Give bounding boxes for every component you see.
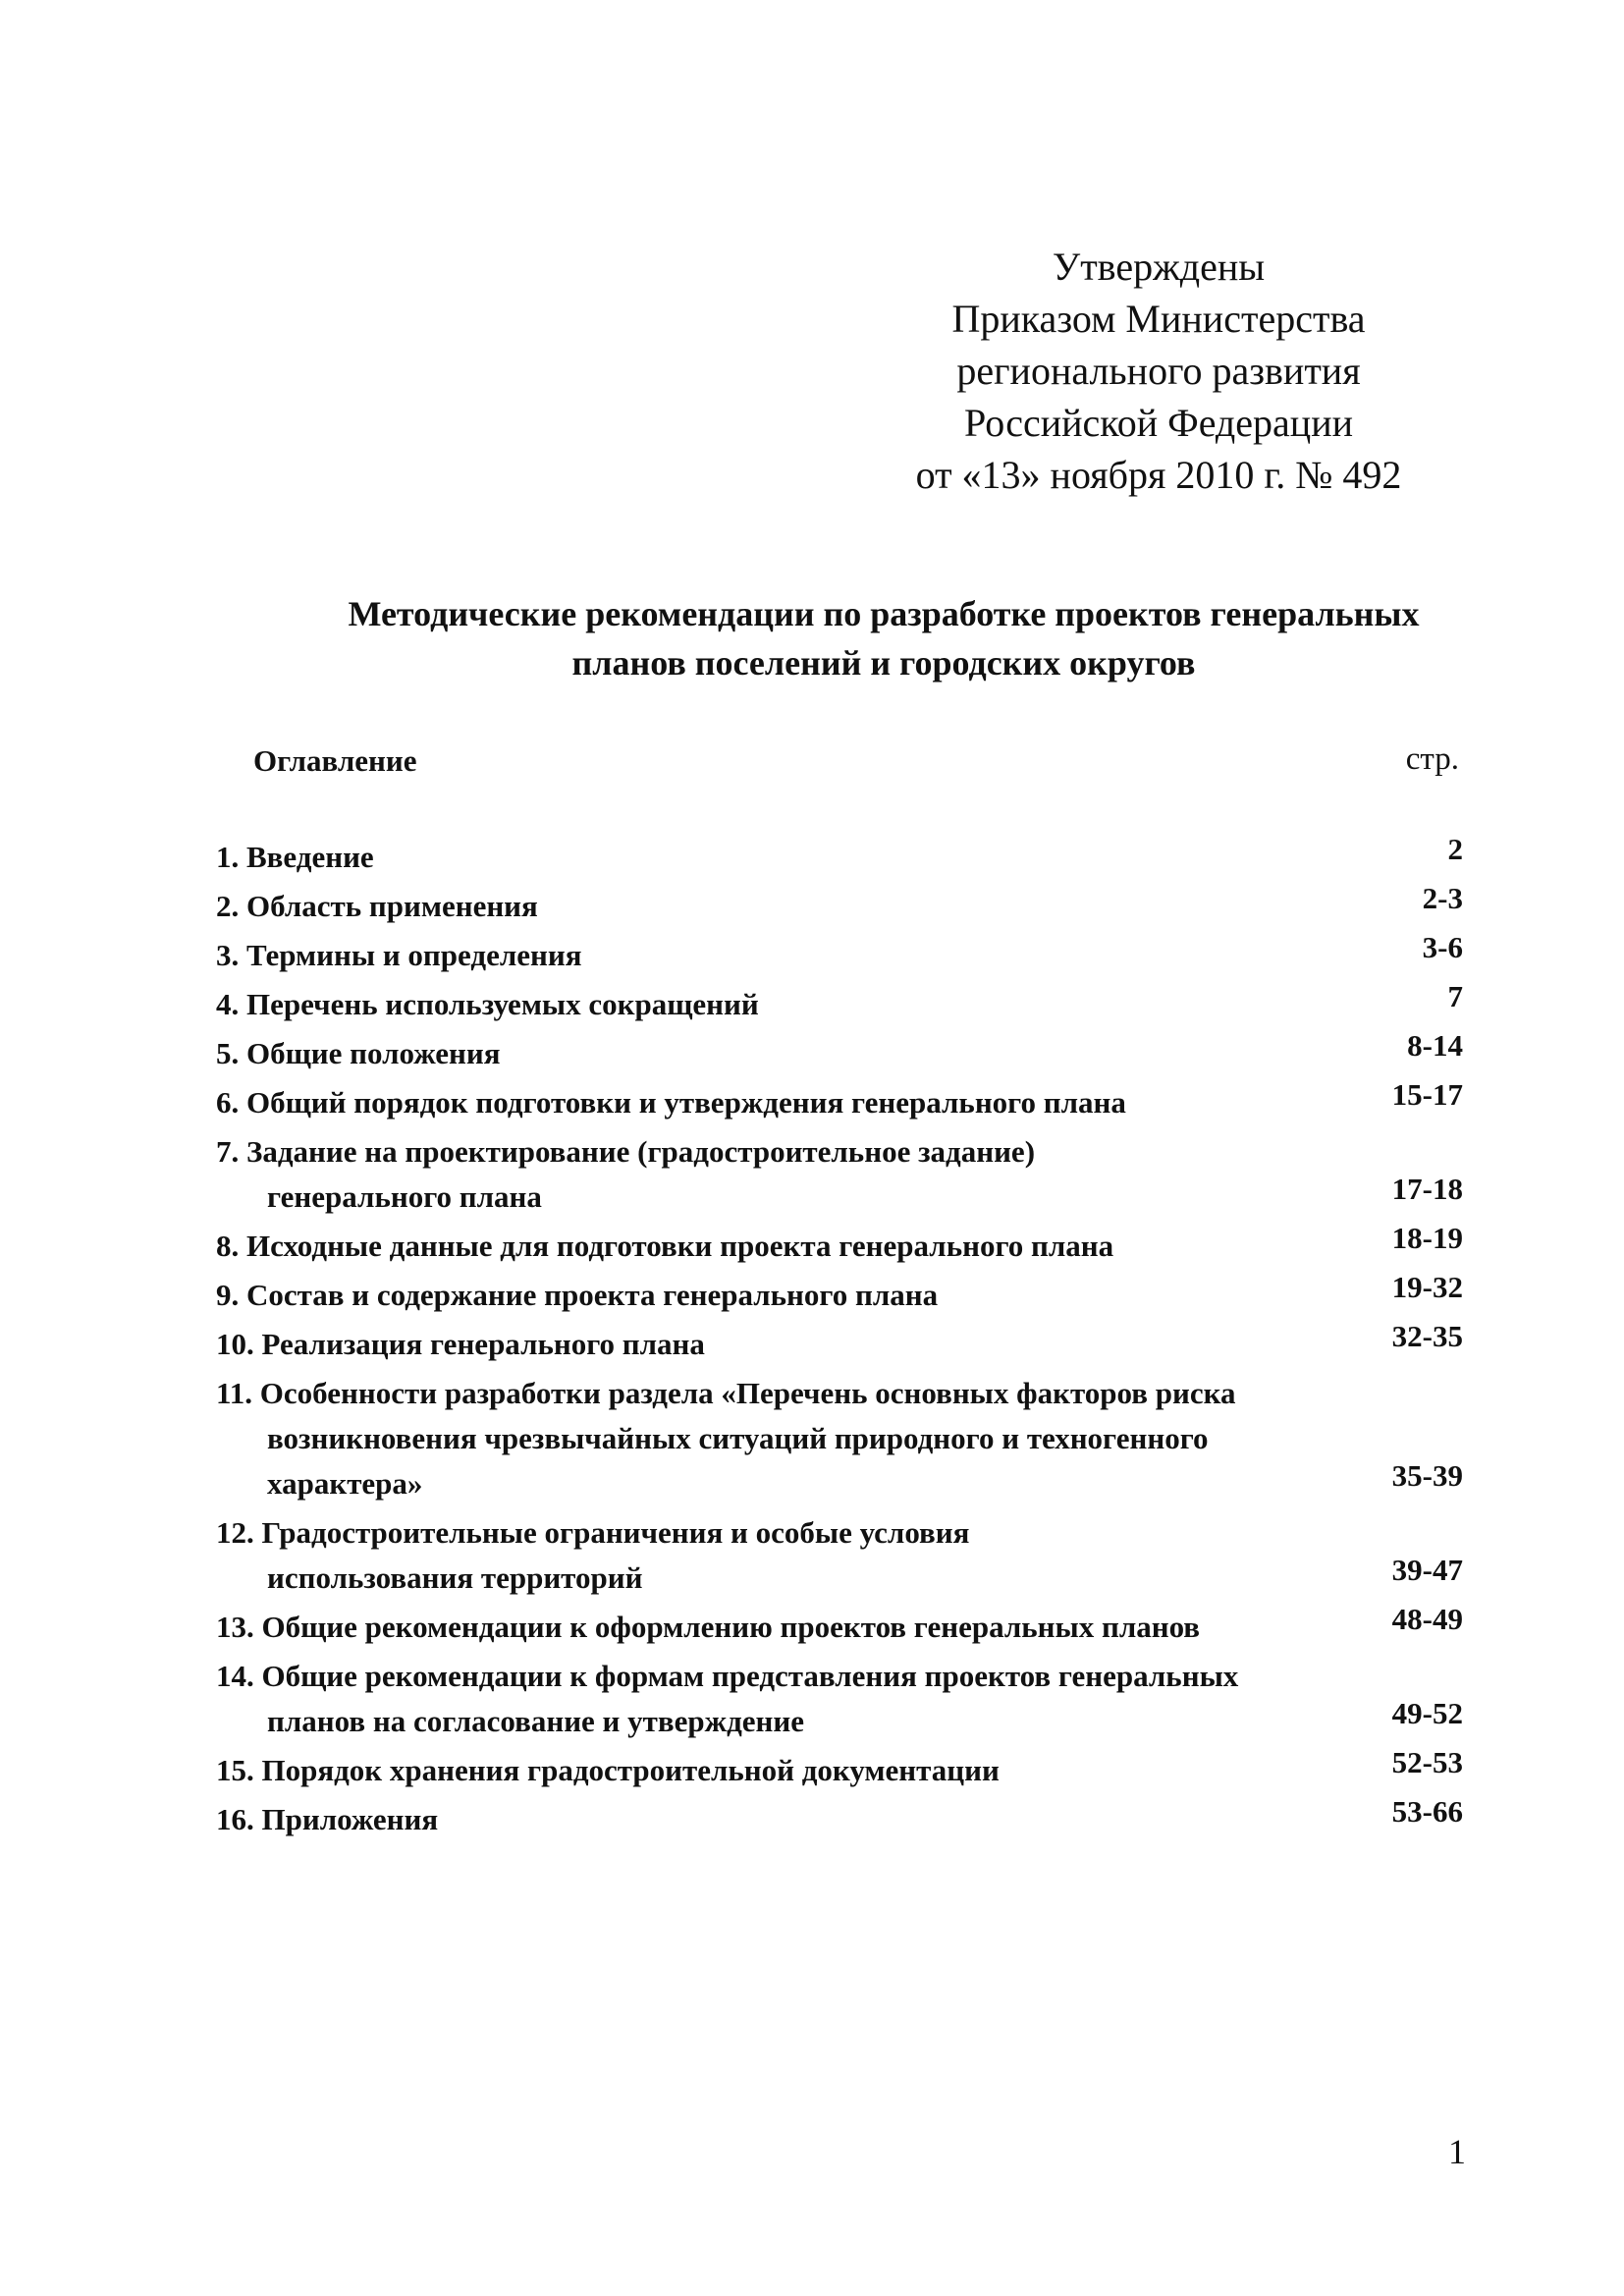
toc-entry-title-continued: планов на согласование и утверждение <box>267 1704 805 1738</box>
toc-entry <box>216 1129 1463 1220</box>
toc-entry-title: 16. Приложения <box>216 1802 439 1836</box>
toc-entry-title: 13. Общие рекомендации к оформлению проектов генеральных планов <box>216 1610 1201 1644</box>
toc-entry-pages: 2-3 <box>1422 881 1463 915</box>
approval-line: регионального развития <box>956 349 1361 393</box>
toc-entry-pages: 32-35 <box>1391 1319 1463 1353</box>
approval-line: от «13» ноября 2010 г. № 492 <box>915 453 1402 497</box>
toc-entry-pages: 17-18 <box>1391 1172 1463 1206</box>
toc-entry <box>216 1654 1463 1744</box>
approval-block <box>844 241 1473 501</box>
toc-entry <box>216 1028 1463 1076</box>
toc-entry-pages: 19-32 <box>1391 1270 1463 1304</box>
table-of-contents <box>216 832 1463 1846</box>
toc-entry-title-continued: возникновения чрезвычайных ситуаций природного и техногенного <box>267 1421 1209 1455</box>
toc-entry-pages: 15-17 <box>1391 1077 1463 1112</box>
title-line-1: Методические рекомендации по разработке проектов генеральных <box>348 594 1420 633</box>
toc-entry-pages: 7 <box>1447 979 1463 1013</box>
approval-line: Приказом Министерства <box>951 297 1366 341</box>
toc-header <box>253 743 1459 793</box>
toc-entry-title: 14. Общие рекомендации к формам представления проектов генеральных <box>216 1659 1239 1693</box>
toc-entry <box>216 930 1463 978</box>
toc-pages-label: стр. <box>1405 741 1459 777</box>
toc-entry-pages: 2 <box>1447 832 1463 866</box>
toc-entry <box>216 1371 1463 1506</box>
toc-entry <box>216 979 1463 1027</box>
toc-entry <box>216 832 1463 880</box>
approval-line: Российской Федерации <box>963 401 1354 445</box>
toc-entry-title: 10. Реализация генерального плана <box>216 1327 705 1361</box>
toc-entry <box>216 1794 1463 1842</box>
toc-entry-title: 9. Состав и содержание проекта генерального плана <box>216 1278 939 1312</box>
toc-entry <box>216 881 1463 929</box>
toc-entry-pages: 18-19 <box>1391 1221 1463 1255</box>
toc-entry-title: 7. Задание на проектирование (градостроительное задание) <box>216 1134 1036 1169</box>
toc-entry-title: 4. Перечень используемых сокращений <box>216 987 759 1021</box>
toc-entry-pages: 39-47 <box>1391 1553 1463 1587</box>
toc-entry <box>216 1319 1463 1367</box>
toc-entry-title: 6. Общий порядок подготовки и утверждения генерального плана <box>216 1085 1126 1120</box>
toc-entry-title: 11. Особенности разработки раздела «Перечень основных факторов риска <box>216 1376 1236 1410</box>
toc-entry-title: 8. Исходные данные для подготовки проекта генерального плана <box>216 1229 1114 1263</box>
toc-entry-title: 15. Порядок хранения градостроительной документации <box>216 1753 1000 1787</box>
toc-entry-title-continued: характера» <box>267 1466 423 1501</box>
toc-entry-title-continued: генерального плана <box>267 1179 542 1214</box>
toc-entry <box>216 1510 1463 1601</box>
page-number: 1 <box>1448 2132 1466 2171</box>
toc-entry <box>216 1077 1463 1125</box>
toc-entry <box>216 1602 1463 1650</box>
toc-entry-pages: 48-49 <box>1391 1602 1463 1636</box>
toc-entry-title: 5. Общие положения <box>216 1036 501 1070</box>
toc-entry-title-continued: использования территорий <box>267 1560 643 1595</box>
toc-entry-title: 1. Введение <box>216 840 374 874</box>
title-line-2: планов поселений и городских округов <box>571 643 1196 683</box>
toc-label: Оглавление <box>253 743 417 778</box>
approval-line: Утверждены <box>1052 245 1266 289</box>
toc-entry-pages: 49-52 <box>1391 1696 1463 1730</box>
toc-entry-pages: 8-14 <box>1407 1028 1463 1063</box>
toc-entry <box>216 1221 1463 1269</box>
toc-entry <box>216 1270 1463 1318</box>
toc-entry-title: 12. Градостроительные ограничения и особые условия <box>216 1515 970 1550</box>
toc-entry <box>216 1745 1463 1793</box>
toc-entry-title: 3. Термины и определения <box>216 938 582 972</box>
toc-entry-pages: 52-53 <box>1391 1745 1463 1779</box>
toc-entry-title: 2. Область применения <box>216 889 538 923</box>
toc-entry-pages: 35-39 <box>1391 1458 1463 1493</box>
toc-entry-pages: 53-66 <box>1391 1794 1463 1829</box>
document-title <box>226 589 1542 687</box>
toc-entry-pages: 3-6 <box>1422 930 1463 964</box>
